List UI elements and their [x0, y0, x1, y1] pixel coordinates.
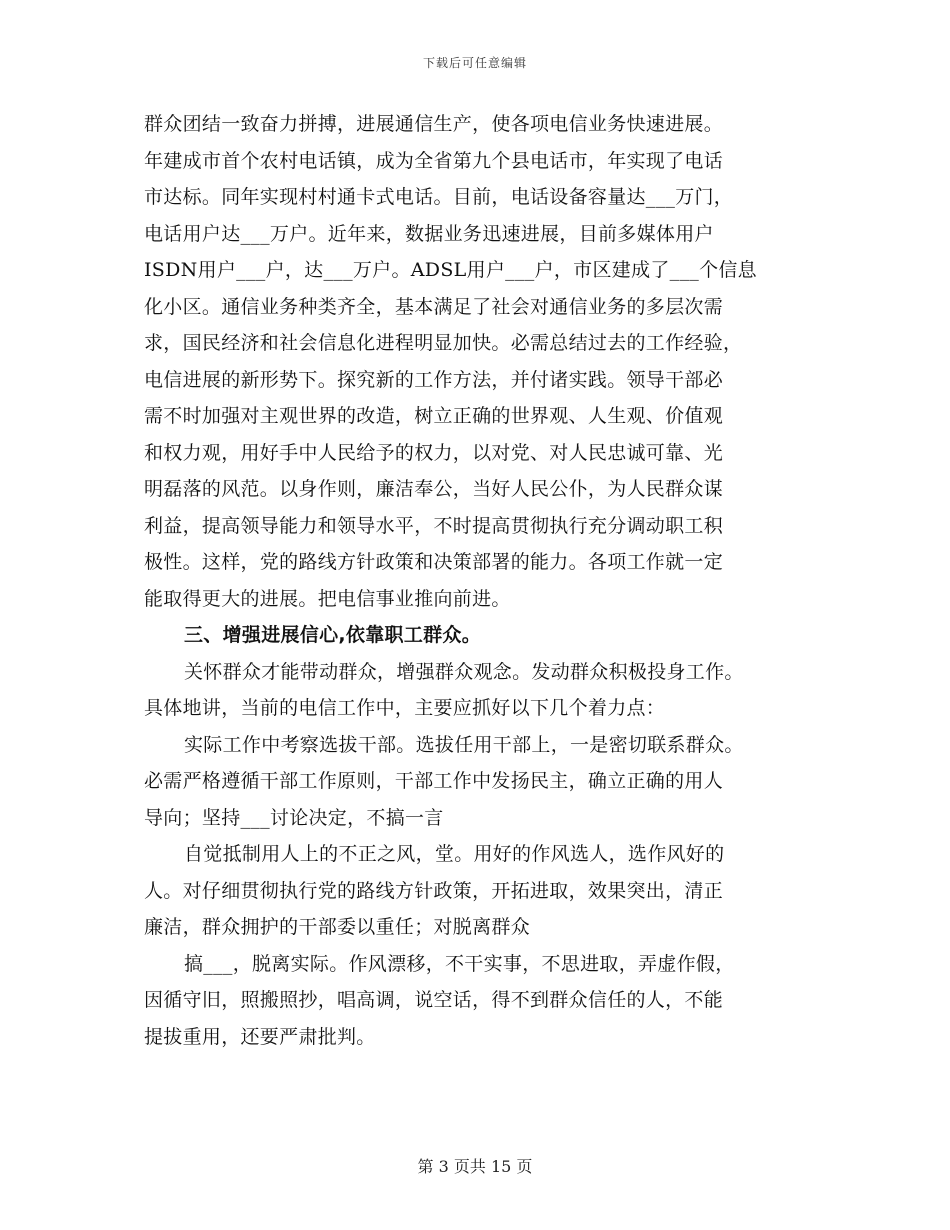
body-line: 必需严格遵循干部工作原则，干部工作中发扬民主，确立正确的用人	[144, 770, 724, 792]
body-line: 提拔重用，还要严肃批判。	[144, 1025, 376, 1048]
document-body	[144, 106, 808, 1055]
section-heading: 三、增强进展信心,依靠职工群众。	[184, 624, 482, 646]
body-line: 求，国民经济和社会信息化进程明显加快。必需总结过去的工作经验，	[144, 332, 743, 354]
body-line: 电话用户达___万户。近年来，数据业务迅速进展，目前多媒体用户	[144, 222, 714, 245]
body-line: 关怀群众才能带动群众，增强群众观念。发动群众积极投身工作。	[184, 660, 744, 683]
body-line: 市达标。同年实现村村通卡式电话。目前，电话设备容量达___万门，	[144, 186, 734, 208]
body-line: 人。对仔细贯彻执行党的路线方针政策，开拓进取，效果突出，清正	[144, 879, 724, 902]
body-line: 能取得更大的进展。把电信事业推向前进。	[144, 587, 511, 610]
body-line: 电信进展的新形势下。探究新的工作方法，并付诸实践。领导干部必	[144, 368, 724, 391]
body-line: 实际工作中考察选拔干部。选拔任用干部上，一是密切联系群众。	[184, 733, 744, 756]
body-line: 年建成市首个农村电话镇，成为全省第九个县电话市，年实现了电话	[144, 149, 724, 172]
body-line: 利益，提高领导能力和领导水平，不时提高贯彻执行充分调动职工积	[144, 514, 724, 537]
body-line: 明磊落的风范。以身作则，廉洁奉公，当好人民公仆，为人民群众谋	[144, 478, 724, 500]
header-note: 下载后可任意编辑	[422, 56, 527, 70]
body-line: 极性。这样，党的路线方针政策和决策部署的能力。各项工作就一定	[144, 551, 724, 573]
body-line: 具体地讲，当前的电信工作中，主要应抓好以下几个着力点：	[144, 697, 666, 719]
body-line: 自觉抵制用人上的不正之风，堂。用好的作风选人，选作风好的	[184, 843, 725, 865]
body-line: 廉洁，群众拥护的干部委以重任；对脱离群众	[144, 916, 531, 938]
body-line: 搞___，脱离实际。作风漂移，不干实事，不思进取，弄虚作假，	[184, 952, 735, 975]
page-number: 第 3 页共 15 页	[417, 1157, 533, 1176]
body-line: 导向；坚持___讨论决定，不搞一言	[144, 806, 444, 829]
body-line: 因循守旧，照搬照抄，唱高调，说空话，得不到群众信任的人，不能	[144, 989, 724, 1011]
body-line: 群众团结一致奋力拼搏，进展通信生产，使各项电信业务快速进展。	[144, 113, 724, 135]
body-line: 需不时加强对主观世界的改造，树立正确的世界观、人生观、价值观	[144, 405, 724, 427]
body-line: ISDN用户___户，达___万户。ADSL用户___户，市区建成了___个信息	[144, 259, 757, 281]
body-line: 和权力观，用好手中人民给予的权力，以对党、对人民忠诚可靠、光	[144, 441, 724, 464]
body-line: 化小区。通信业务种类齐全，基本满足了社会对通信业务的多层次需	[144, 295, 724, 318]
